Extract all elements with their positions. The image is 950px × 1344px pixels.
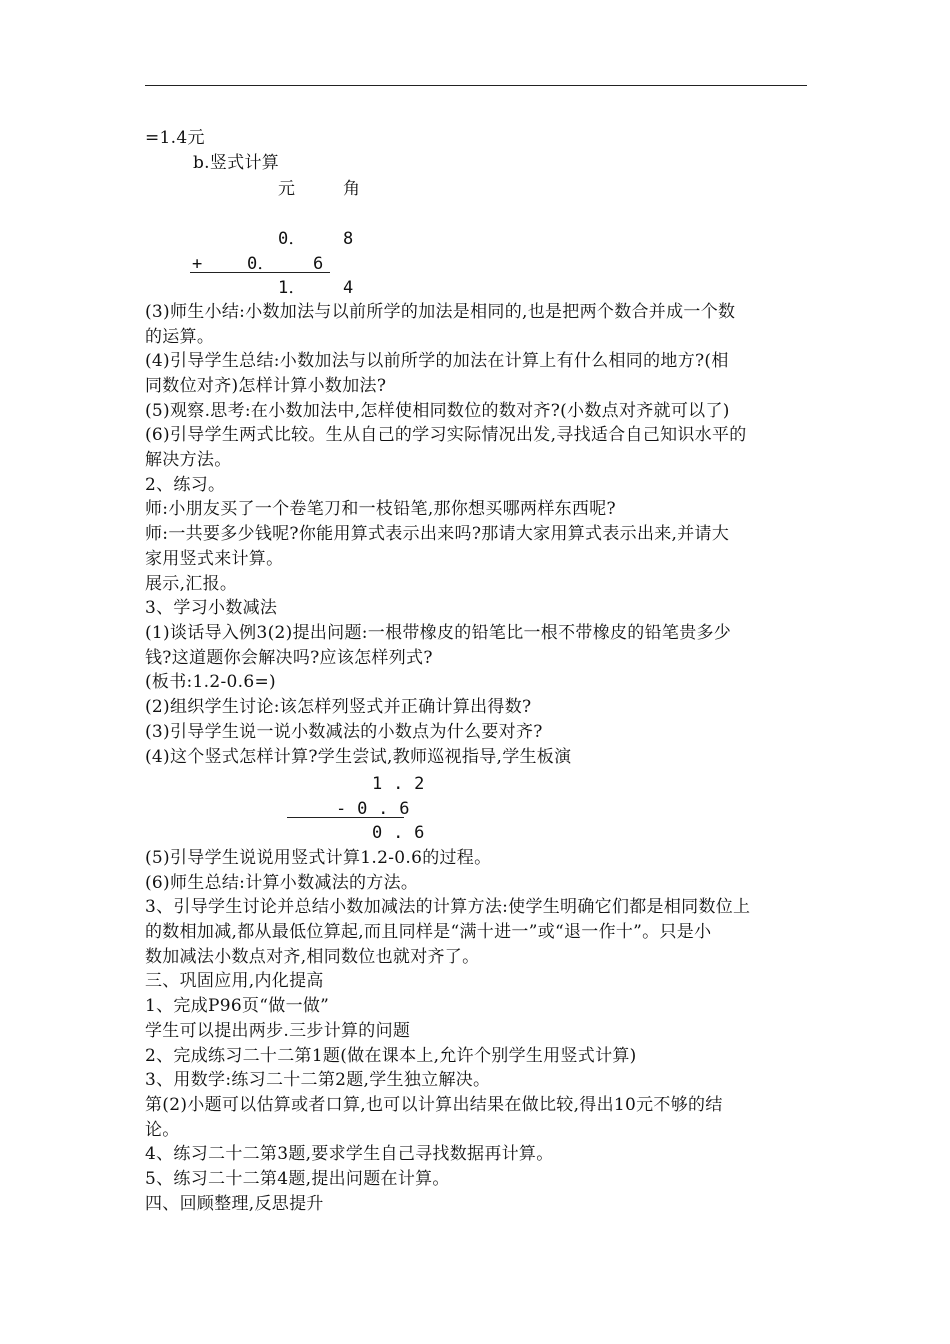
section-heading: 四、回顾整理,反思提升 xyxy=(145,1194,324,1214)
text-line: 学生可以提出两步.三步计算的问题 xyxy=(145,1021,411,1041)
text-line: (2)组织学生讨论:该怎样列竖式并正确计算出得数? xyxy=(145,697,532,717)
text-line: (3)师生小结:小数加法与以前所学的加法是相同的,也是把两个数合并成一个数 xyxy=(145,302,736,322)
difference-underline xyxy=(287,817,404,818)
text-line: 4、练习二十二第3题,要求学生自己寻找数据再计算。 xyxy=(145,1144,554,1164)
text-line: b.竖式计算 xyxy=(193,153,280,173)
sum-decimal: 4 xyxy=(343,278,354,298)
minuend: 1 . 2 xyxy=(372,774,425,794)
text-line: (3)引导学生说一说小数减法的小数点为什么要对齐? xyxy=(145,722,543,742)
text-line: (5)引导学生说说用竖式计算1.2-0.6的过程。 xyxy=(145,848,492,868)
difference: 0 . 6 xyxy=(372,823,425,843)
text-line: (5)观察.思考:在小数加法中,怎样使相同数位的数对齐?(小数点对齐就可以了) xyxy=(145,401,730,421)
text-line: 第(2)小题可以估算或者口算,也可以计算出结果在做比较,得出10元不够的结 xyxy=(145,1095,723,1115)
text-line: 师:小朋友买了一个卷笔刀和一枝铅笔,那你想买哪两样东西呢? xyxy=(145,499,616,519)
sum-integer: 1． xyxy=(278,278,306,298)
text-line: (6)引导学生两式比较。生从自己的学习实际情况出发,寻找适合自己知识水平的 xyxy=(145,425,747,445)
text-line: 同数位对齐)怎样计算小数加法? xyxy=(145,376,387,396)
plus-sign: + xyxy=(192,254,203,274)
text-line: (4)引导学生总结:小数加法与以前所学的加法在计算上有什么相同的地方?(相 xyxy=(145,351,729,371)
addend-integer: 0． xyxy=(278,229,306,249)
text-line: 师:一共要多少钱呢?你能用算式表示出来吗?那请大家用算式表示出来,并请大 xyxy=(145,524,730,544)
section-heading: 三、巩固应用,内化提高 xyxy=(145,971,324,991)
text-line: 家用竖式来计算。 xyxy=(145,549,284,569)
text-line: =1.4元 xyxy=(145,128,205,148)
text-line: 数加减法小数点对齐,相同数位也就对齐了。 xyxy=(145,947,480,967)
text-line: (1)谈话导入例3(2)提出问题:一根带橡皮的铅笔比一根不带橡皮的铅笔贵多少 xyxy=(145,623,732,643)
header-rule xyxy=(145,85,807,86)
text-line: (6)师生总结:计算小数减法的方法。 xyxy=(145,873,419,893)
addend-decimal: 8 xyxy=(343,229,354,249)
text-line: 的数相加减,都从最低位算起,而且同样是“满十进一”或“退一作十”。只是小 xyxy=(145,922,712,942)
text-line: 3、用数学:练习二十二第2题,学生独立解决。 xyxy=(145,1070,491,1090)
text-line: (板书:1.2-0.6=) xyxy=(145,672,276,692)
addend-decimal: 6 xyxy=(313,254,324,274)
text-line: 3、学习小数减法 xyxy=(145,598,278,618)
text-line: 的运算。 xyxy=(145,327,215,347)
addend-integer: 0． xyxy=(247,254,275,274)
text-line: (4)这个竖式怎样计算?学生尝试,教师巡视指导,学生板演 xyxy=(145,747,572,767)
column-header-yuan: 元 xyxy=(278,179,296,199)
text-line: 2、练习。 xyxy=(145,475,226,495)
column-header-jiao: 角 xyxy=(343,179,361,199)
text-line: 2、完成练习二十二第1题(做在课本上,允许个别学生用竖式计算) xyxy=(145,1046,637,1066)
sum-underline xyxy=(190,272,330,273)
text-line: 论。 xyxy=(145,1120,180,1140)
subtrahend: - 0 . 6 xyxy=(336,799,410,819)
text-line: 5、练习二十二第4题,提出问题在计算。 xyxy=(145,1169,450,1189)
text-line: 3、引导学生讨论并总结小数加减法的计算方法:使学生明确它们都是相同数位上 xyxy=(145,897,751,917)
text-line: 钱?这道题你会解决吗?应该怎样列式? xyxy=(145,648,433,668)
text-line: 解决方法。 xyxy=(145,450,232,470)
text-line: 展示,汇报。 xyxy=(145,574,238,594)
text-line: 1、完成P96页“做一做” xyxy=(145,996,330,1016)
